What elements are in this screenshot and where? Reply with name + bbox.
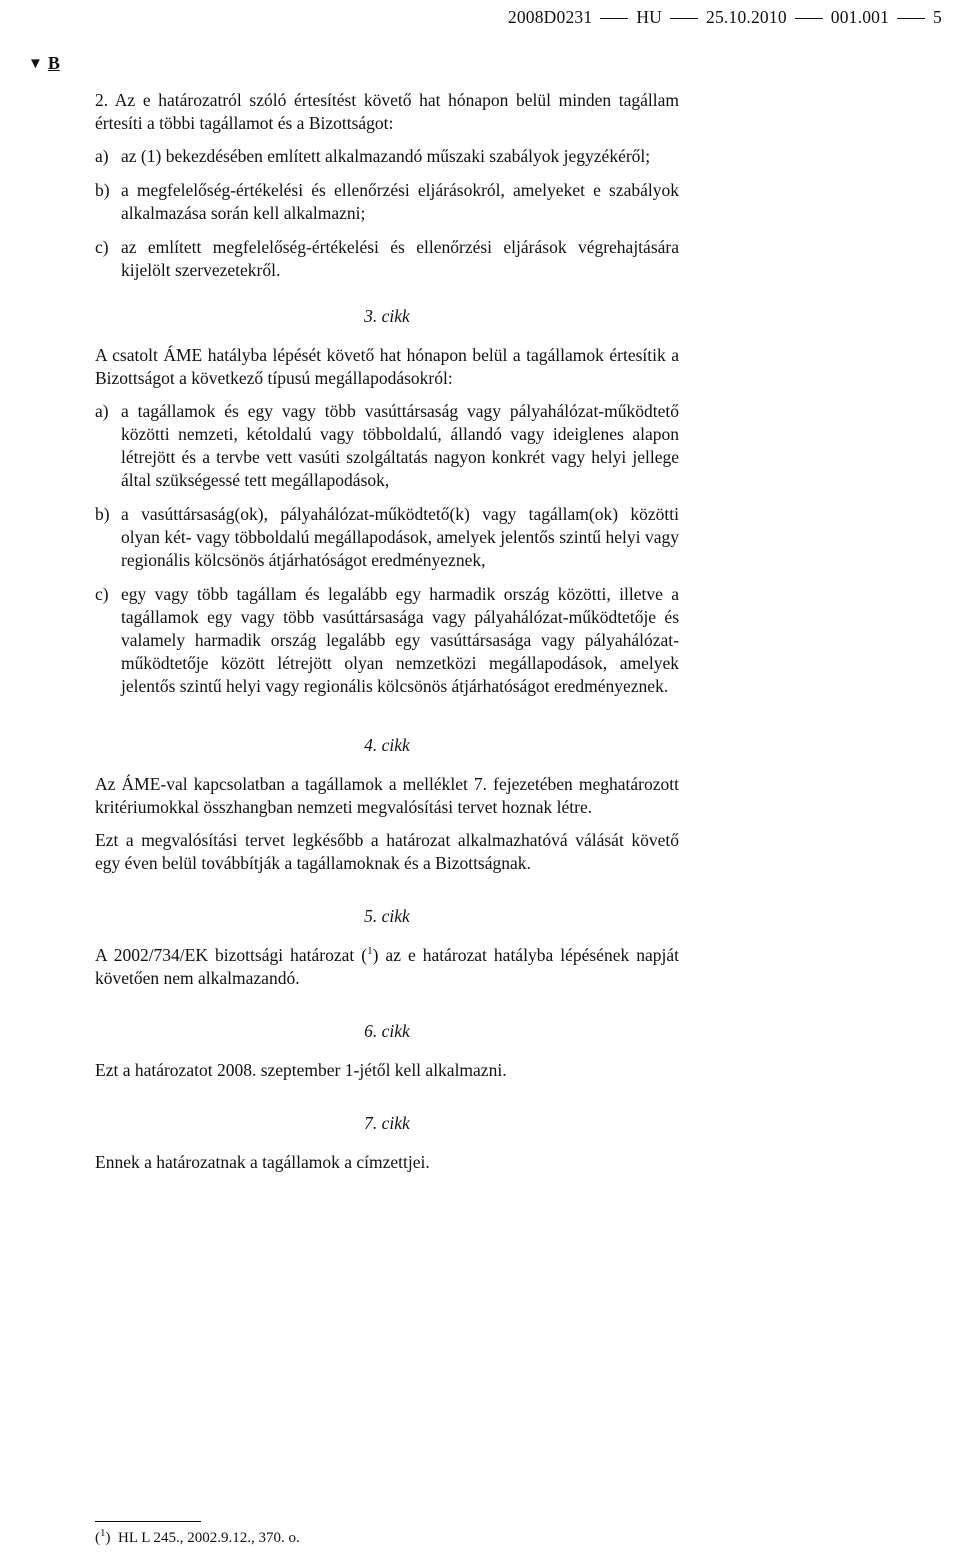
article4-paragraph: Az ÁME-val kapcsolatban a tagállamok a melléklet 7. fejezetében meghatározott kritériumokkal összhangban nemzeti megvalósítási tervet hoznak létre. bbox=[95, 774, 679, 817]
triangle-down-icon: ▼ bbox=[28, 56, 43, 72]
list-label: a) bbox=[95, 146, 109, 166]
footnote-text: HL L 245., 2002.9.12., 370. o. bbox=[118, 1530, 300, 1546]
list-label: b) bbox=[95, 180, 110, 200]
list-item bbox=[95, 145, 679, 168]
article5-paragraph bbox=[95, 944, 679, 990]
doc-date: 25.10.2010 bbox=[706, 7, 787, 27]
section2-intro: 2. Az e határozatról szóló értesítést követő hat hónapon belül minden tagállam értesíti a többi tagállamot és a Bizottságot: bbox=[95, 90, 679, 133]
footnote-number: 1 bbox=[100, 1527, 106, 1539]
article6-heading: 6. cikk bbox=[364, 1021, 410, 1041]
list-label: b) bbox=[95, 504, 110, 524]
header-separator bbox=[897, 18, 925, 19]
article7-heading: 7. cikk bbox=[364, 1113, 410, 1133]
article5-text: A 2002/734/EK bizottsági határozat ( bbox=[95, 945, 368, 965]
list-item bbox=[95, 400, 679, 492]
list-text: az említett megfelelőség-értékelési és ellenőrzési eljárások végrehajtására kijelölt szervezetekről. bbox=[121, 237, 679, 280]
list-item bbox=[95, 503, 679, 572]
list-label: c) bbox=[95, 584, 109, 604]
article3-heading: 3. cikk bbox=[364, 306, 410, 326]
article7-paragraph: Ennek a határozatnak a tagállamok a címzettjei. bbox=[95, 1152, 430, 1172]
page-header bbox=[508, 6, 942, 29]
list-text: a tagállamok és egy vagy több vasúttársaság vagy pályahálózat-működtető közötti nemzeti, kétoldalú vagy többoldalú, állandó vagy ideiglenes alapon létrejött és a tervbe vett vasúti szolgáltatás nagyon konkrét vagy helyi jellege által szükségessé tett megállapodások, bbox=[121, 401, 679, 490]
list-label: a) bbox=[95, 401, 109, 421]
list-text: egy vagy több tagállam és legalább egy harmadik ország közötti, illetve a tagállamok egy vagy több vasúttársasága vagy pályahálózat-működtetője és valamely harmadik ország legalább egy vasúttársasága vagy pályahálózat-működtetője között létrejött olyan nemzetközi megállapodások, amelyek jelentős szintű helyi vagy regionális kölcsönös átjárhatóságot eredményeznek. bbox=[121, 584, 679, 696]
header-separator bbox=[670, 18, 698, 19]
list-label: c) bbox=[95, 237, 109, 257]
footnote-close: ) bbox=[105, 1530, 111, 1546]
footnote-ref[interactable]: 1 bbox=[367, 945, 373, 958]
article4-paragraph: Ezt a megvalósítási tervet legkésőbb a határozat alkalmazhatóvá válását követő egy éven belül továbbítják a tagállamoknak és a Bizottságnak. bbox=[95, 830, 679, 873]
list-text: az (1) bekezdésében említett alkalmazandó műszaki szabályok jegyzékéről; bbox=[121, 146, 651, 166]
article5-text: ) az e határozat hatályba lépésének napját követően nem alkalmazandó. bbox=[95, 945, 680, 988]
header-separator bbox=[795, 18, 823, 19]
header-separator bbox=[600, 18, 628, 19]
page-number: 5 bbox=[933, 7, 942, 27]
doc-language: HU bbox=[636, 7, 663, 27]
article4-heading: 4. cikk bbox=[364, 735, 410, 755]
article3-intro: A csatolt ÁME hatályba lépését követő hat hónapon belül a tagállamok értesítik a Bizottságot a következő típusú megállapodásokról: bbox=[95, 345, 679, 388]
marker-letter: B bbox=[47, 53, 60, 73]
footnote-divider bbox=[95, 1521, 201, 1522]
document-body bbox=[95, 89, 679, 1184]
list-item bbox=[95, 236, 679, 282]
article5-heading: 5. cikk bbox=[364, 906, 410, 926]
list-text: a megfelelőség-értékelési és ellenőrzési eljárásokról, amelyeket e szabályok alkalmazása során kell alkalmazni; bbox=[121, 180, 679, 223]
list-item bbox=[95, 179, 679, 225]
footnote bbox=[95, 1527, 679, 1550]
list-item bbox=[95, 583, 679, 698]
footnote-open: ( bbox=[95, 1530, 100, 1546]
doc-id: 2008D0231 bbox=[507, 7, 593, 27]
doc-version: 001.001 bbox=[830, 7, 890, 27]
list-text: a vasúttársaság(ok), pályahálózat-működtető(k) vagy tagállam(ok) közötti olyan két- vagy többoldalú megállapodások, amelyek jelentős szintű helyi vagy regionális kölcsönös átjárhatóságot eredményeznek, bbox=[121, 504, 679, 570]
amendment-marker bbox=[28, 52, 60, 77]
article6-paragraph: Ezt a határozatot 2008. szeptember 1-jétől kell alkalmazni. bbox=[95, 1060, 507, 1080]
